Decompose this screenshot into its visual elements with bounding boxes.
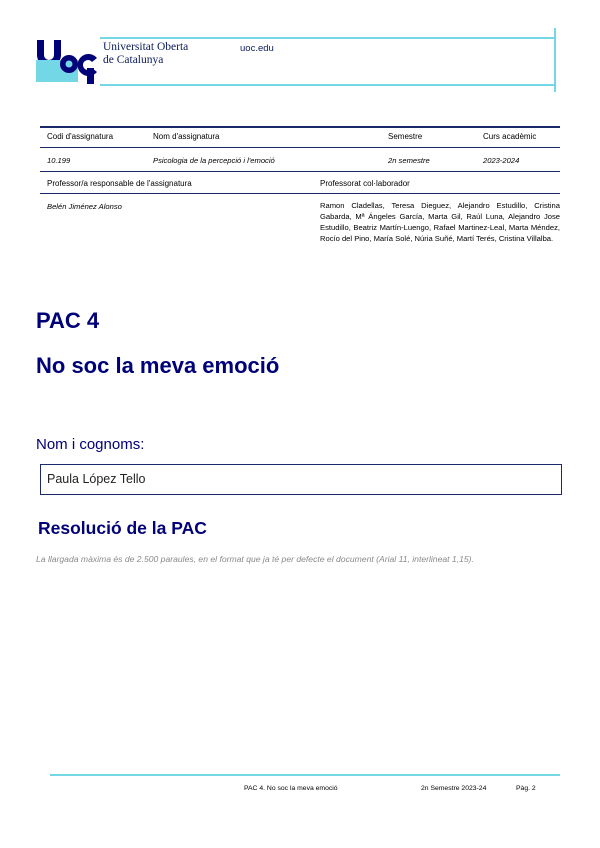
resolution-title: Resolució de la PAC: [38, 518, 207, 538]
page-subtitle: No soc la meva emoció: [36, 353, 280, 378]
course-name: Psicologia de la percepció i l'emoció: [153, 156, 275, 165]
university-name: [103, 41, 188, 67]
table-top-rule: [40, 126, 560, 128]
course-code: 10.199: [47, 156, 71, 165]
professor-name: Belén Jiménez Alonso: [47, 202, 122, 211]
table-rule-1: [40, 147, 560, 148]
footer-doc-name: PAC 4. No soc la meva emoció: [244, 785, 338, 792]
header-course-name: Nom d'assignatura: [153, 132, 220, 141]
course-academic-year: 2023-2024: [483, 156, 520, 165]
resolution-note: La llargada màxima és de 2.500 paraules, en el format que ja té per defecte el document (Arial 11, interlineat 1,15).: [36, 554, 474, 564]
header-bottom-rule: [100, 84, 556, 86]
footer-semester: 2n Semestre 2023-24: [421, 785, 487, 792]
name-value[interactable]: Paula López Tello: [47, 472, 146, 486]
university-name-line1: Universitat Oberta: [103, 41, 189, 53]
header-top-rule: [100, 37, 556, 39]
header-semester: Semestre: [388, 132, 423, 141]
university-name-line2: de Catalunya: [103, 54, 164, 66]
university-url[interactable]: uoc.edu: [240, 43, 274, 54]
collaborators-list: Ramon Cladellas, Teresa Dieguez, Alejandro Estudillo, Cristina Gabarda, Mª Ángeles García, Marta Gil, Raúl Luna, Alejandro Jose Estudillo, Beatriz Martín-Luengo, Rafael Martinez-Leal, Marta Méndez, Rocío del Pino, María Solé, Núria Suñé, Martí Terés, Cristina Villalba.: [320, 201, 560, 243]
page-title: PAC 4: [36, 308, 100, 333]
uoc-logo-icon: [36, 38, 98, 84]
course-semester: 2n semestre: [388, 156, 430, 165]
footer-page: Pàg. 2: [516, 785, 536, 792]
name-label: Nom i cognoms:: [36, 436, 145, 453]
table-rule-2: [40, 171, 560, 172]
collaborators-label: Professorat col·laborador: [320, 179, 410, 188]
footer-rule: [50, 774, 560, 776]
header-course-code: Codi d'assignatura: [47, 132, 114, 141]
header-side-rule: [554, 28, 556, 92]
uoc-logo: [36, 38, 98, 84]
header-academic-year: Curs acadèmic: [483, 132, 537, 141]
professor-label: Professor/a responsable de l'assignatura: [47, 179, 192, 188]
table-rule-3: [40, 193, 560, 194]
